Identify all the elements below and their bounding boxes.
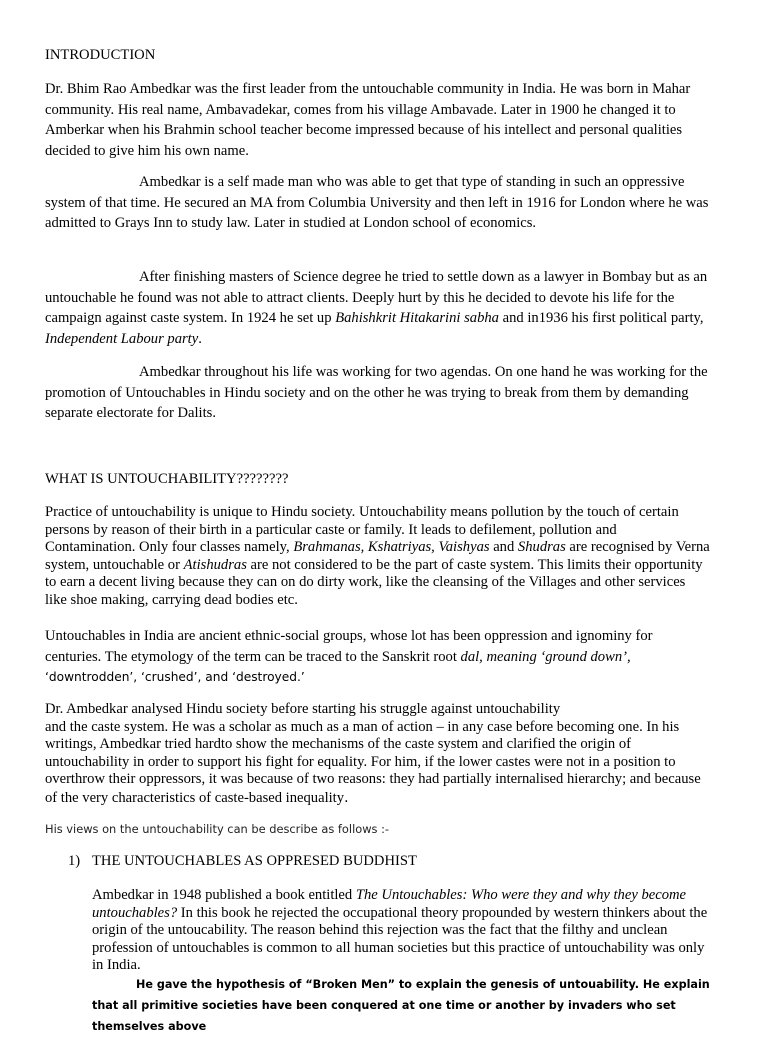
list-item-1-paragraph-1 [92,887,710,975]
italic-atishudras: Atishudras [183,556,247,573]
text-run: Untouchables in India are ancient ethnic-social groups, whose lot has been oppression and ignominy for centuries. The etymology of the term can be traced to the Sanskrit root [45,628,653,665]
intro-paragraph-1: Dr. Bhim Rao Ambedkar was the first leader from the untouchable community in India. He was born in Mahar community. His real name, Ambavadekar, comes from his village Ambavade. Later in 1900 he changed it to Amberkar when his Brahmin school teacher become impressed because of his intellect and personal qualities decided to give him his own name. [45,81,691,159]
list-title-text: THE UNTOUCHABLES AS OPPRESED BUDDHIST [92,853,417,869]
text-run: Ambedkar in 1948 published a book entitled [92,887,356,903]
text-run: are not considered to be the part of caste system. This limits their opportunity to earn a decent living because they can on do dirty work, like the cleansing of the Villages and other services like shoe making, carrying dead bodies etc. [45,556,703,608]
intro-paragraph-2: Ambedkar is a self made man who was able to get that type of standing in such an oppressive system of that time. He secured an MA from Columbia University and then left in 1916 for London where he was admitted to Grays Inn to study law. Later in studied at London school of economics. [45,174,709,231]
untouchability-paragraph-1 [45,504,710,610]
intro-paragraph-3 [45,267,710,349]
list-number: 1) [68,853,81,869]
text-run: . [198,330,202,347]
untouchability-paragraph-3 [45,701,710,808]
list-item-1-paragraph-2: He gave the hypothesis of “Broken Men” to explain the genesis of untouability. He explain that all primitive societies have been conquered at one time or another by invaders who set themselves above [92,978,710,1033]
text-run: After finishing masters of Science degree he tried to settle down as a lawyer in Bombay but as an untouchable he found was not able to attract clients. Deeply hurt by this he decided to devote his life for the campaign against caste system. In 1924 he set up [45,269,708,326]
list-item-1-title [68,851,708,872]
untouchability-heading: WHAT IS UNTOUCHABILITY???????? [45,471,289,487]
text-run: In this book he rejected the occupational theory propounded by western thinkers about the origin of the untoucability. The reason behind this rejection was the fact that the filthy and unclean profession of untouchables is common to all human societies but this practice of untouchability was only in India. [92,904,708,974]
text-run: . [344,788,349,806]
text-run: Practice of untouchability is unique to Hindu society. Untouchability means pollution by the touch of certain persons by reason of their birth in a particular caste or family. It leads to defilement, pollution and Contamination. Only four classes namely, [45,504,679,556]
italic-etymology: dal, meaning ‘ground down’, [460,648,631,665]
introduction-heading: INTRODUCTION [45,47,156,63]
text-run: Dr. Ambedkar analysed Hindu society before starting his struggle against untouchability [45,701,561,717]
views-intro-line: His views on the untouchability can be describe as follows :- [45,822,390,836]
etymology-terms: ‘downtrodden’, ‘crushed’, and ‘destroyed.’ [45,670,305,684]
italic-book-title: The Untouchables: Who were they and why they become untouchables? [92,887,687,921]
text-run: and in1936 his first political party, [498,310,704,326]
text-run: are recognised by Verna system, untouchable or [45,539,710,573]
italic-org-name: Bahishkrit Hitakarini sabha [335,310,499,326]
text-run: and the caste system. He was a scholar as much as a man of action – in any case before becoming one. In his writings, Ambedkar tried hardto show the mechanisms of the caste system and clarified the origin of untouchability in order to support his fight for equality. For him, if the lower castes were not in a position to overthrow their oppressors, it was because of two reasons: they had partially internalised hierarchy; and because of the very characteristics of caste-based inequality [45,718,701,806]
intro-paragraph-4: Ambedkar throughout his life was working for two agendas. On one hand he was working for the promotion of Untouchables in Hindu society and on the other he was trying to break from them by demanding separate electorate for Dalits. [45,364,708,421]
untouchability-paragraph-2 [45,626,710,688]
italic-shudras: Shudras [517,539,566,556]
italic-party-name: Independent Labour party [45,330,199,347]
italic-classes: Brahmanas, Kshatriyas, Vaishyas [293,539,490,556]
text-run: and [489,539,518,556]
